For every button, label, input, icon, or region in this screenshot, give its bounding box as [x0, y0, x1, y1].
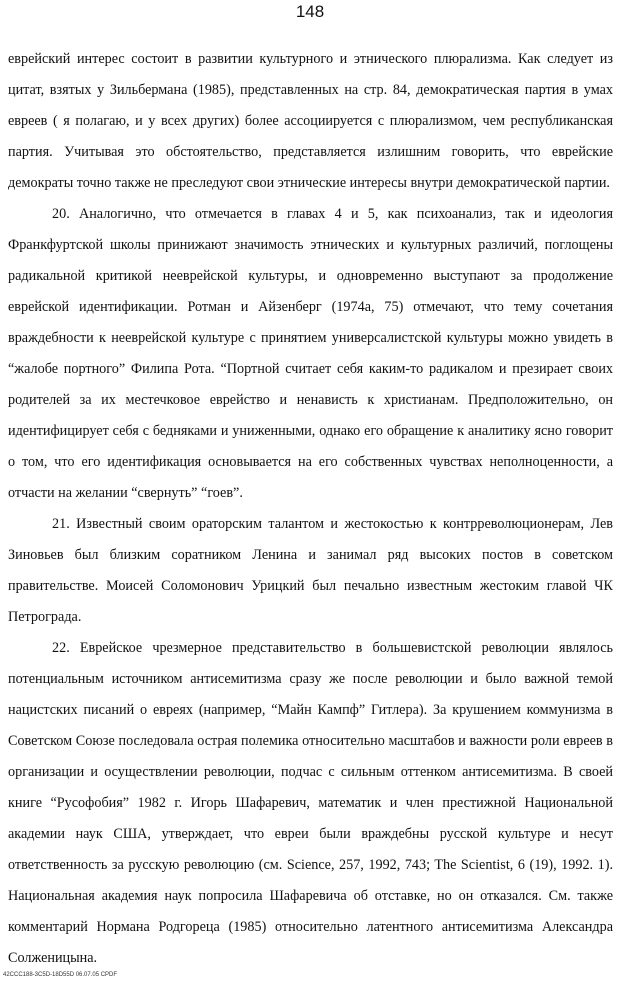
page-number: 148	[295, 2, 325, 21]
paragraph-continuation: еврейский интерес состоит в развитии культурного и этнического плюрализма. Как следует из цитат, взятых у Зильбермана (1985), представленных на стр. 84, демократическая партия в умах евреев ( я полагаю, и у всех других) более ассоциируется с плюрализмом, чем республиканская партия. Учитывая это обстоятельство, представляется излишним говорить, что еврейские демократы точно также не преследуют свои этнические интересы внутри демократической партии.	[8, 51, 613, 191]
paragraph-note-21: 21. Известный своим ораторским талантом и жестокостью к контрреволюционерам, Лев Зиновьев был близким соратником Ленина и занимал ряд высоких постов в советском правительстве. Моисей Соломонович Урицкий был печально известным жестоким главой ЧК Петрограда.	[8, 516, 613, 625]
document-footer-id: 42CCC188-3C5D-18D55D 06.07.05 CPDF	[3, 972, 118, 978]
paragraph-note-22: 22. Еврейское чрезмерное представительство в большевистской революции являлось потенциальным источником антисемитизма сразу же после революции и было важной темой нацистских писаний о евреях (например, “Майн Кампф” Гитлера). За крушением коммунизма в Советском Союзе последовала острая полемика относительно масштабов и важности роли евреев в организации и осуществлении революции, подчас с сильным оттенком антисемитизма. В своей книге “Русофобия” 1982 г. Игорь Шафаревич, математик и член престижной Национальной академии наук США, утверждает, что евреи были враждебны русской культуре и несут ответственность за русскую революцию (см. Science, 257, 1992, 743; The Scientist, 6 (19), 1992. 1). Национальная академия наук попросила Шафаревича об отставке, но он отказался. См. также комментарий Нормана Родгореца (1985) относительно латентного антисемитизма Александра Солженицына.	[8, 640, 613, 966]
document-body	[8, 44, 613, 974]
paragraph-note-20: 20. Аналогично, что отмечается в главах 4 и 5, как психоанализ, так и идеология Франкфуртской школы принижают значимость этнических и культурных различий, поглощены радикальной критикой нееврейской культуры, и одновременно выступают за продолжение еврейской идентификации. Ротман и Айзенберг (1974а, 75) отмечают, что тему сочетания враждебности к нееврейской культуре с принятием универсалистской культуры можно увидеть в “жалобе портного” Филипа Рота. “Портной считает себя каким-то радикалом и презирает своих родителей за их местечковое еврейство и ненависть к христианам. Предположительно, он идентифицирует себя с бедняками и униженными, однако его обращение к аналитику ясно говорит о том, что его идентификация основывается на его собственных чувствах неполноценности, а отчасти на желании “свернуть” “гоев”.	[8, 206, 613, 501]
